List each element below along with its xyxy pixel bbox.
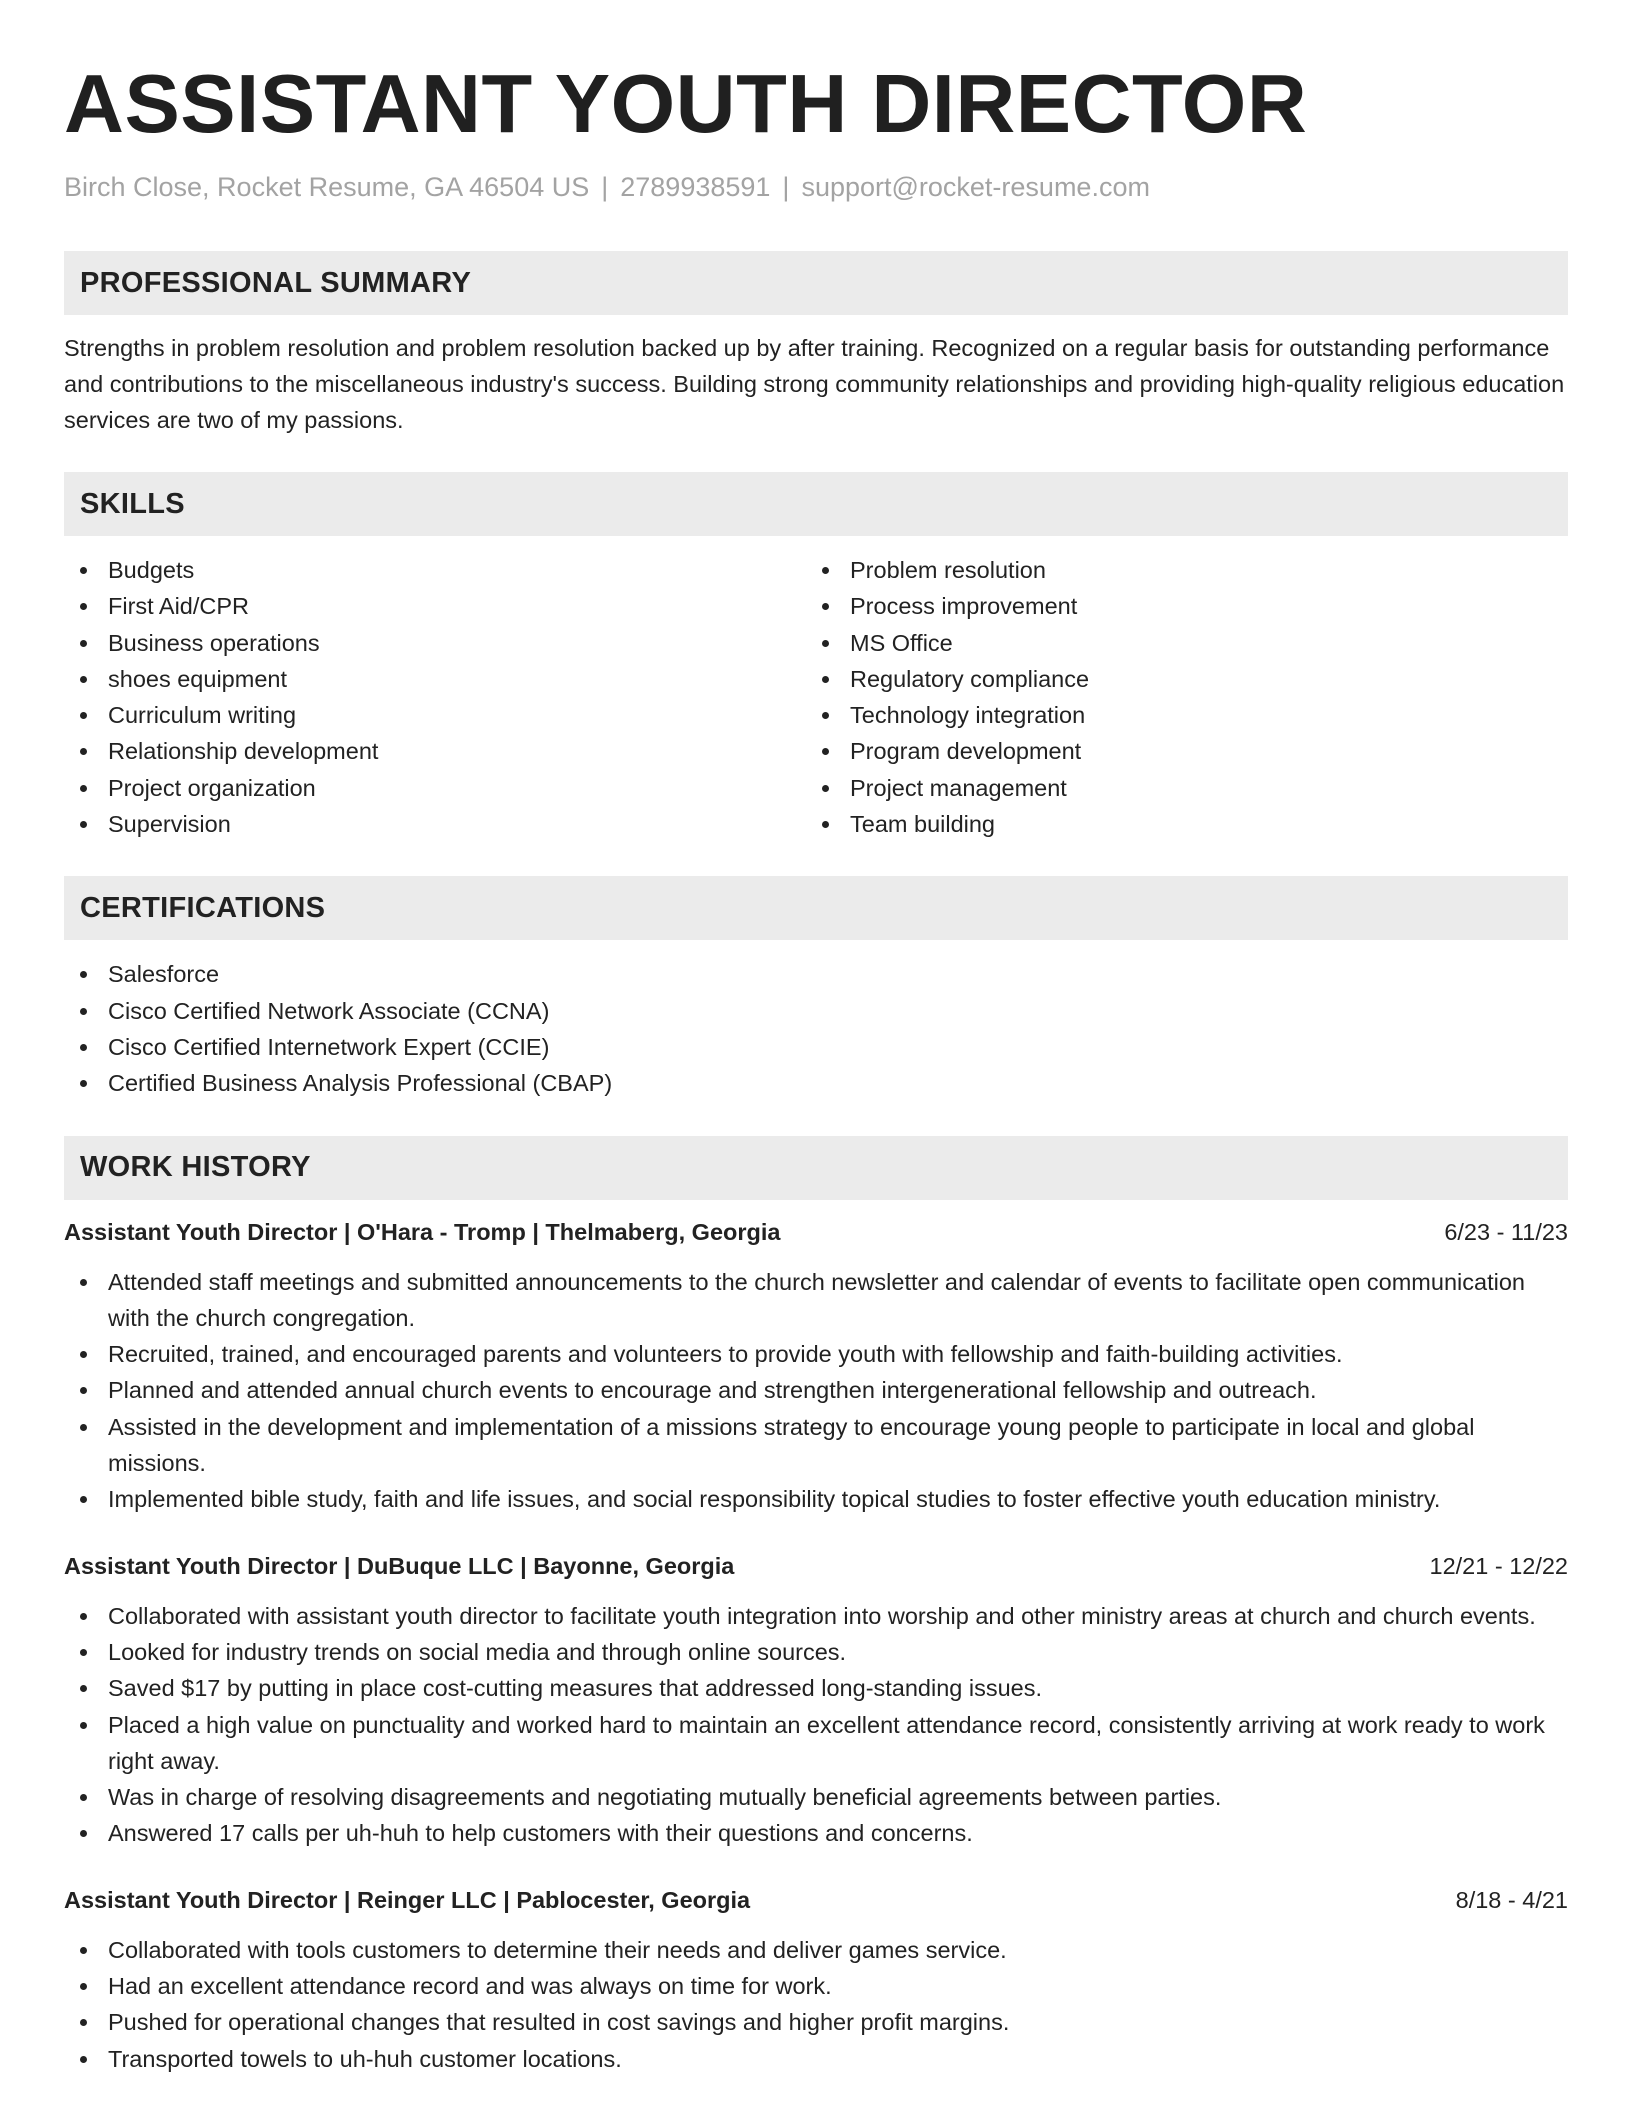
skills-column-right (806, 552, 1548, 842)
certifications-section-header (64, 876, 1568, 940)
job-bullet: Transported towels to uh-huh customer locations. (64, 2041, 1568, 2077)
skill-item: Regulatory compliance (806, 661, 1548, 697)
job-dates: 8/18 - 4/21 (1455, 1886, 1568, 1913)
job-bullet: Collaborated with assistant youth director to facilitate youth integration into worship and other ministry areas at church and church events. (64, 1598, 1568, 1634)
job-entry (64, 1548, 1568, 1852)
job-bullets (64, 1598, 1568, 1852)
job-entry (64, 1882, 1568, 2077)
job-header (64, 1548, 1568, 1584)
resume-title: ASSISTANT YOUTH DIRECTOR (64, 57, 1308, 150)
job-bullets (64, 1932, 1568, 2077)
skill-item: Curriculum writing (64, 697, 806, 733)
contact-separator: | (782, 172, 790, 202)
job-bullet: Planned and attended annual church events to encourage and strengthen intergenerational fellowship and outreach. (64, 1372, 1568, 1408)
job-bullet: Answered 17 calls per uh-huh to help customers with their questions and concerns. (64, 1815, 1568, 1851)
skill-item: Team building (806, 806, 1548, 842)
skills-heading: SKILLS (80, 487, 185, 520)
skill-item: First Aid/CPR (64, 588, 806, 624)
job-bullet: Attended staff meetings and submitted announcements to the church newsletter and calendar of events to facilitate open communication with the church congregation. (64, 1264, 1568, 1337)
summary-section-header (64, 251, 1568, 315)
job-bullet: Pushed for operational changes that resulted in cost savings and higher profit margins. (64, 2004, 1568, 2040)
job-bullet: Assisted in the development and implementation of a missions strategy to encourage young people to participate in local and global missions. (64, 1409, 1568, 1482)
certifications-heading: CERTIFICATIONS (80, 891, 326, 924)
certification-item: Salesforce (64, 956, 1568, 992)
work-history-heading: WORK HISTORY (80, 1151, 311, 1184)
summary-text: Strengths in problem resolution and problem resolution backed up by after training. Recognized on a regular basis for outstanding performance and contributions to the miscellaneous industry's success. Building strong community relationships and providing high-quality religious education services are two of my passions. (64, 335, 1565, 433)
job-bullet: Collaborated with tools customers to determine their needs and deliver games service. (64, 1932, 1568, 1968)
job-title: Assistant Youth Director | Reinger LLC | Pablocester, Georgia (64, 1886, 751, 1913)
skill-item: shoes equipment (64, 661, 806, 697)
job-dates: 12/21 - 12/22 (1429, 1552, 1568, 1579)
contact-separator: | (601, 172, 609, 202)
job-title: Assistant Youth Director | O'Hara - Tromp | Thelmaberg, Georgia (64, 1218, 781, 1245)
skill-item: MS Office (806, 625, 1548, 661)
summary-heading: PROFESSIONAL SUMMARY (80, 266, 472, 299)
skill-item: Program development (806, 733, 1548, 769)
skill-item: Problem resolution (806, 552, 1548, 588)
skill-item: Project organization (64, 770, 806, 806)
skill-item: Business operations (64, 625, 806, 661)
job-bullet: Saved $17 by putting in place cost-cutting measures that addressed long-standing issues. (64, 1670, 1568, 1706)
skill-item: Project management (806, 770, 1548, 806)
skills-section-header (64, 472, 1568, 536)
skill-item: Budgets (64, 552, 806, 588)
skill-item: Technology integration (806, 697, 1548, 733)
job-bullet: Placed a high value on punctuality and worked hard to maintain an excellent attendance record, consistently arriving at work ready to work right away. (64, 1707, 1568, 1780)
contact-line (64, 170, 1568, 204)
certification-item: Cisco Certified Network Associate (CCNA) (64, 993, 1568, 1029)
contact-email: support@rocket-resume.com (801, 172, 1150, 202)
skills-column-left (64, 552, 806, 842)
contact-phone: 2789938591 (620, 172, 771, 202)
certification-item: Certified Business Analysis Professional (CBAP) (64, 1065, 1568, 1101)
job-bullet: Had an excellent attendance record and was always on time for work. (64, 1968, 1568, 2004)
skill-item: Process improvement (806, 588, 1548, 624)
contact-address: Birch Close, Rocket Resume, GA 46504 US (64, 172, 590, 202)
job-bullet: Was in charge of resolving disagreements and negotiating mutually beneficial agreements between parties. (64, 1779, 1568, 1815)
work-history-section-header (64, 1136, 1568, 1200)
job-bullets (64, 1264, 1568, 1518)
job-bullet: Implemented bible study, faith and life issues, and social responsibility topical studies to foster effective youth education ministry. (64, 1481, 1568, 1517)
job-dates: 6/23 - 11/23 (1444, 1218, 1568, 1245)
skill-item: Relationship development (64, 733, 806, 769)
job-header (64, 1882, 1568, 1918)
certifications-list (64, 956, 1568, 1101)
job-header (64, 1214, 1568, 1250)
job-title: Assistant Youth Director | DuBuque LLC | Bayonne, Georgia (64, 1552, 735, 1579)
job-bullet: Recruited, trained, and encouraged parents and volunteers to provide youth with fellowship and faith-building activities. (64, 1336, 1568, 1372)
skills-grid (64, 552, 1568, 842)
skill-item: Supervision (64, 806, 806, 842)
job-bullet: Looked for industry trends on social media and through online sources. (64, 1634, 1568, 1670)
certification-item: Cisco Certified Internetwork Expert (CCIE) (64, 1029, 1568, 1065)
job-entry (64, 1214, 1568, 1518)
